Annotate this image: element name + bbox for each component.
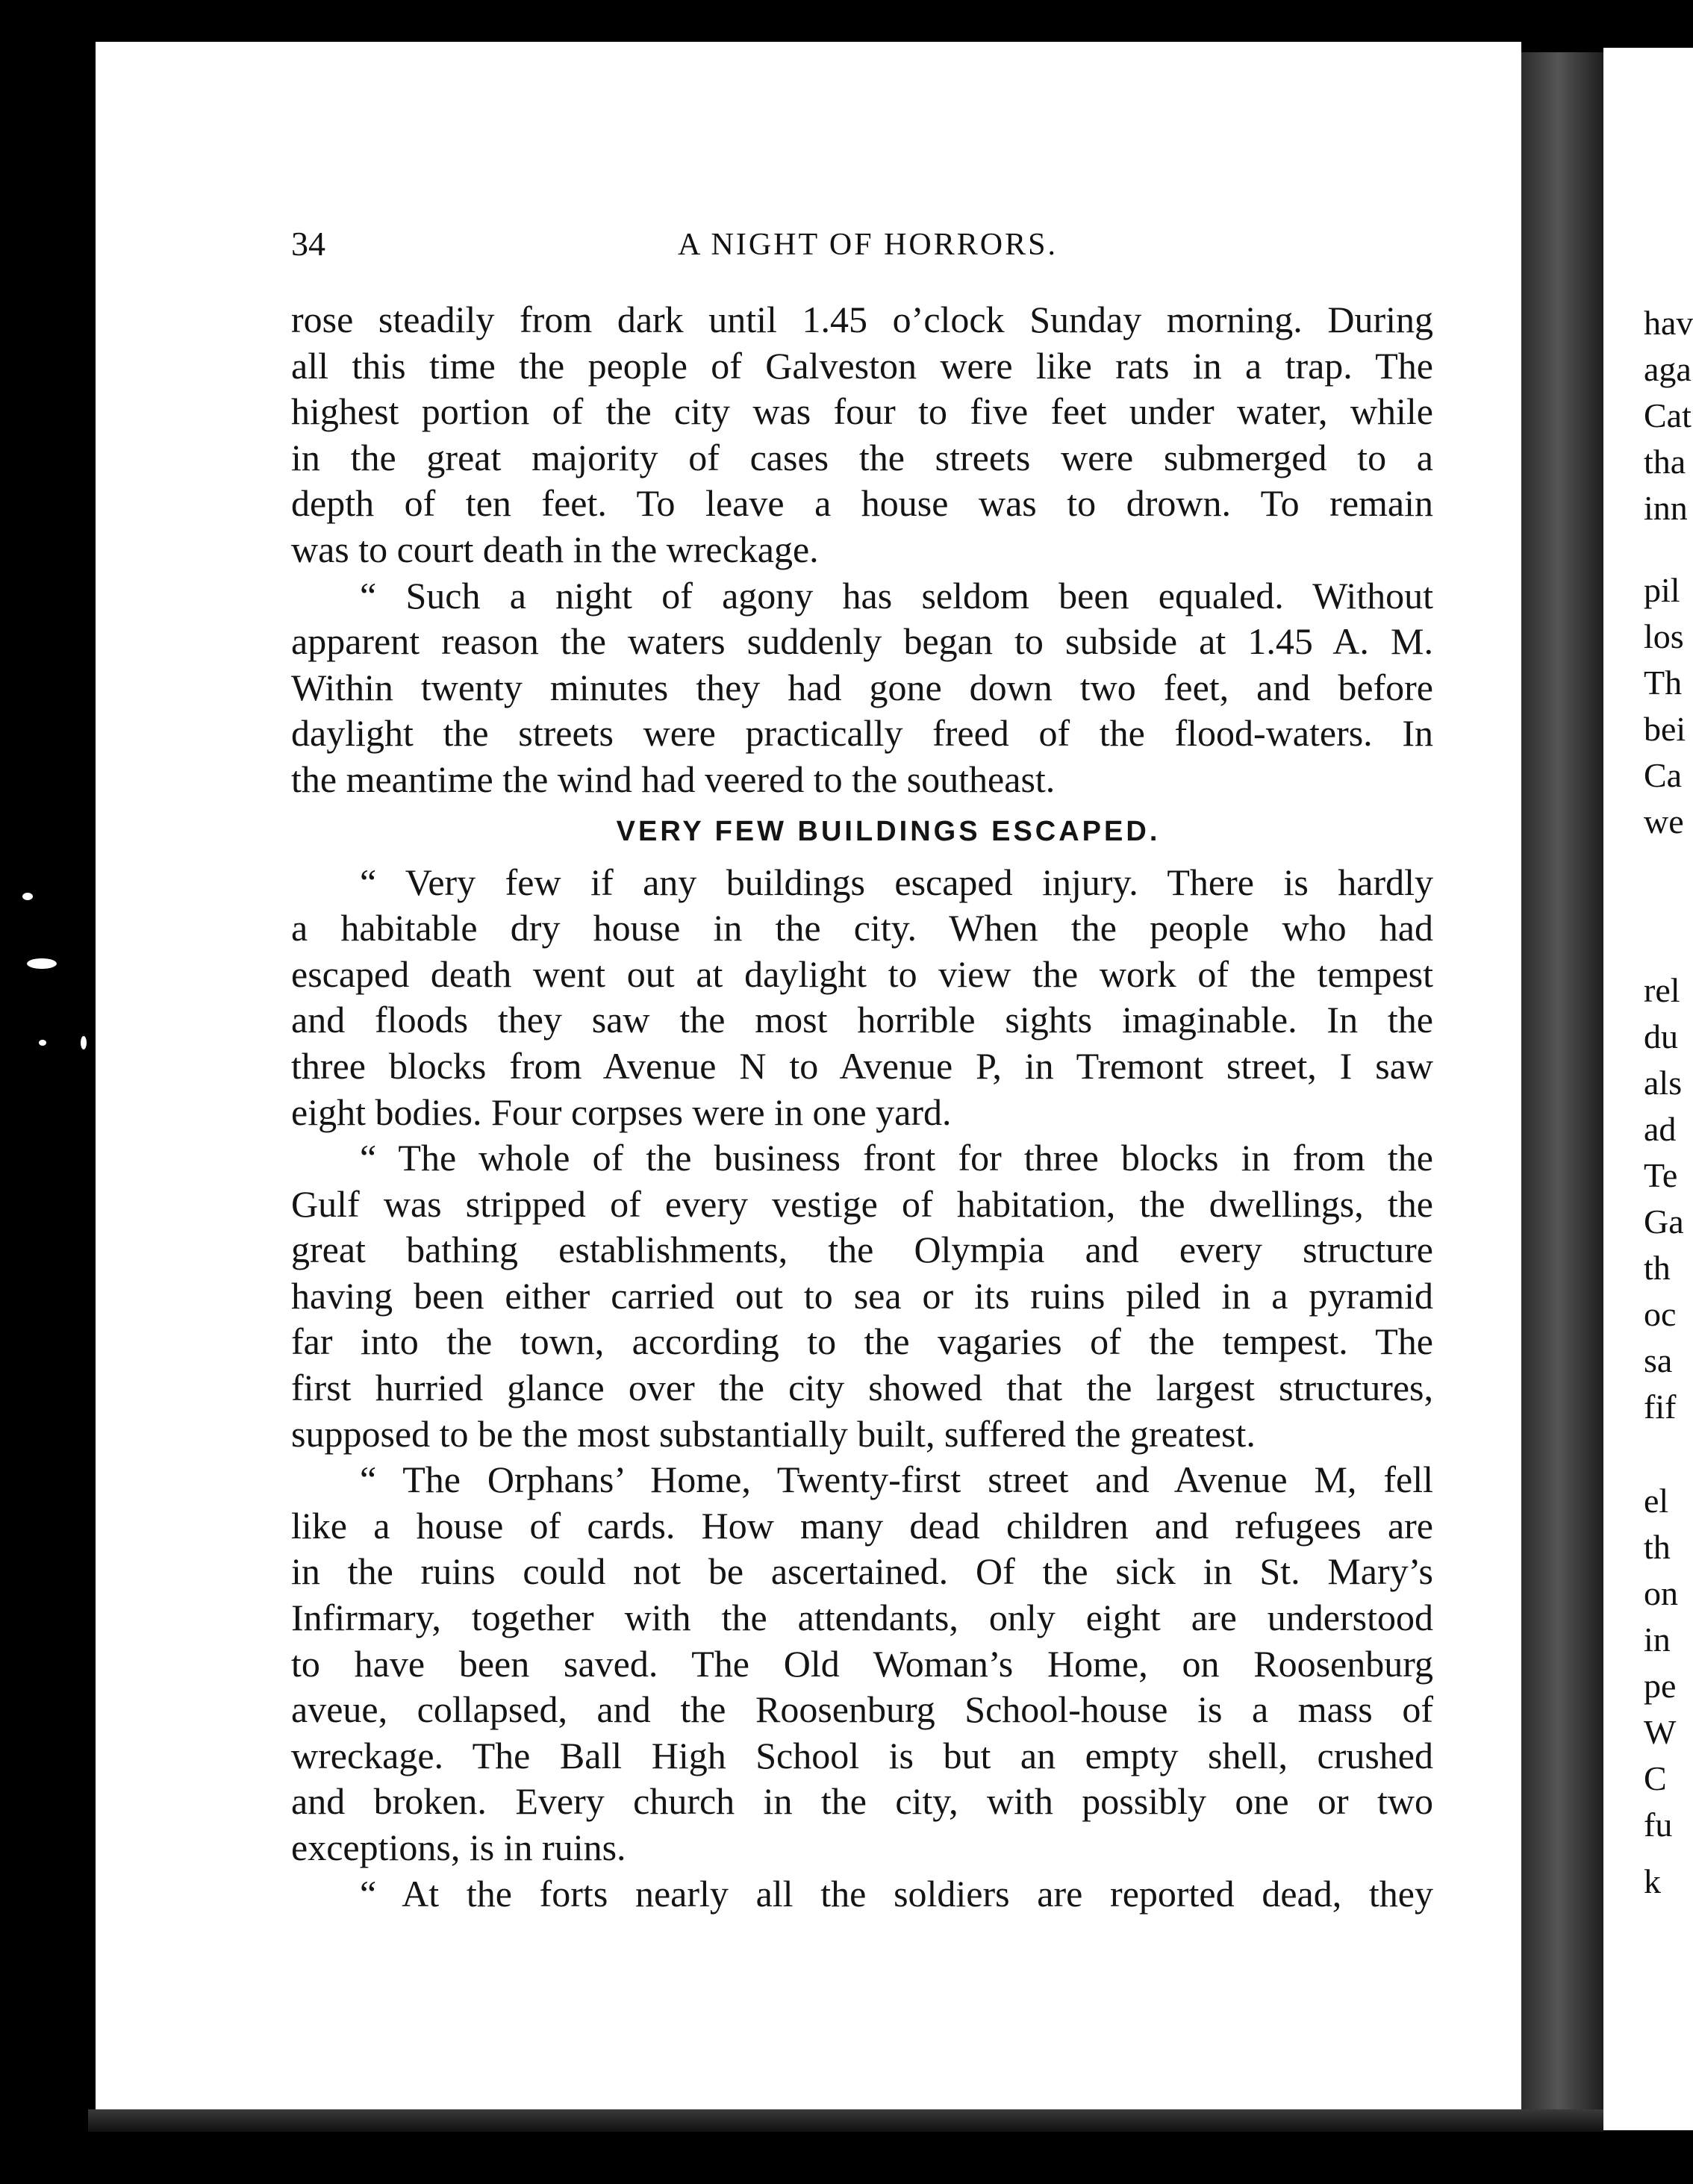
fragment-text: aga: [1644, 350, 1692, 388]
fragment-text: inn: [1644, 489, 1688, 527]
page-number: 34: [291, 225, 325, 263]
text-line: highest portion of the city was four to five feet under water, while: [291, 390, 1433, 433]
text-line: eight bodies. Four corpses were in one yard.: [291, 1091, 952, 1133]
fragment-text: als: [1644, 1064, 1683, 1102]
fragment-text: du: [1644, 1017, 1678, 1055]
fragment-text: ad: [1644, 1110, 1677, 1148]
fragment-text: hav: [1644, 304, 1693, 342]
text-line: daylight the streets were practically freed of the flood-waters. In: [291, 712, 1433, 755]
text-line: first hurried glance over the city showed that the largest structures,: [291, 1367, 1433, 1409]
text-line: depth of ten feet. To leave a house was to drown. To remain: [291, 482, 1433, 525]
text-line: Within twenty minutes they had gone down two feet, and before: [291, 666, 1433, 708]
text-line: in the great majority of cases the streets were submerged to a: [291, 436, 1433, 478]
text-line: escaped death went out at daylight to view the work of the tempest: [291, 952, 1433, 995]
page-header: [291, 224, 1444, 269]
fragment-text: th: [1644, 1528, 1671, 1566]
text-line: Infirmary, together with the attendants, only eight are understood: [291, 1597, 1433, 1639]
margin-speck: [27, 958, 57, 969]
fragment-text: los: [1644, 617, 1684, 655]
next-page-fragments-5: [1644, 1859, 1693, 1905]
fragment-text: rel: [1644, 971, 1680, 1009]
fragment-text: k: [1644, 1862, 1661, 1900]
text-line: wreckage. The Ball High School is but an empty shell, crushed: [291, 1734, 1433, 1776]
fragment-text: pe: [1644, 1667, 1677, 1705]
text-line: exceptions, is in ruins.: [291, 1826, 626, 1868]
text-line: a habitable dry house in the city. When the people who had: [291, 907, 1433, 949]
text-line: “ The whole of the business front for three blocks in from the: [360, 1137, 1433, 1179]
fragment-text: tha: [1644, 443, 1686, 481]
next-page-fragments-1: [1644, 300, 1693, 531]
running-title: A NIGHT OF HORRORS.: [678, 228, 1058, 262]
fragment-text: W: [1644, 1713, 1677, 1751]
next-page-fragments-3: [1644, 967, 1693, 1430]
text-line: Gulf was stripped of every vestige of habitation, the dwellings, the: [291, 1182, 1433, 1225]
body-text: [291, 297, 1433, 1917]
text-line: in the ruins could not be ascertained. Of the sick in St. Mary’s: [291, 1550, 1433, 1593]
text-line: was to court death in the wreckage.: [291, 528, 819, 570]
section-heading: VERY FEW BUILDINGS ESCAPED.: [616, 815, 1161, 847]
fragment-text: Ca: [1644, 756, 1683, 794]
text-line: three blocks from Avenue N to Avenue P, in Tremont street, I saw: [291, 1044, 1433, 1087]
fragment-text: Ga: [1644, 1202, 1684, 1241]
fragment-text: in: [1644, 1620, 1671, 1659]
fragment-text: on: [1644, 1574, 1678, 1612]
text-line: and broken. Every church in the city, with possibly one or two: [291, 1780, 1433, 1823]
text-line: all this time the people of Galveston were like rats in a trap. The: [291, 344, 1433, 387]
fragment-text: fu: [1644, 1806, 1673, 1844]
fragment-text: el: [1644, 1482, 1669, 1520]
text-line: supposed to be the most substantially built, suffered the greatest.: [291, 1412, 1256, 1455]
text-line: like a house of cards. How many dead children and refugees are: [291, 1504, 1433, 1547]
text-line: “ The Orphans’ Home, Twenty-first street and Avenue M, fell: [360, 1458, 1433, 1501]
book-gutter: [1521, 52, 1603, 2112]
fragment-text: oc: [1644, 1295, 1677, 1333]
text-line: great bathing establishments, the Olympia and every structure: [291, 1229, 1433, 1271]
fragment-text: bei: [1644, 710, 1686, 748]
text-line: far into the town, according to the vagaries of the tempest. The: [291, 1320, 1433, 1363]
fragment-text: sa: [1644, 1341, 1673, 1379]
fragment-text: Cat: [1644, 396, 1692, 434]
margin-speck: [22, 893, 33, 900]
text-line: “ At the forts nearly all the soldiers are reported dead, they: [360, 1872, 1433, 1915]
next-page-fragments-2: [1644, 567, 1693, 845]
text-line: having been either carried out to sea or its ruins piled in a pyramid: [291, 1274, 1433, 1317]
page-bottom-edge: [88, 2109, 1603, 2132]
text-line: aveue, collapsed, and the Roosenburg School-house is a mass of: [291, 1688, 1433, 1731]
text-line: and floods they saw the most horrible sights imaginable. In the: [291, 999, 1433, 1041]
text-line: to have been saved. The Old Woman’s Home, on Roosenburg: [291, 1642, 1433, 1685]
fragment-text: fif: [1644, 1388, 1677, 1426]
text-line: rose steadily from dark until 1.45 o’clock Sunday morning. During: [291, 299, 1433, 340]
fragment-text: we: [1644, 802, 1684, 840]
fragment-text: th: [1644, 1249, 1671, 1287]
fragment-text: C: [1644, 1759, 1667, 1797]
fragment-text: Te: [1644, 1156, 1678, 1194]
text-line: “ Such a night of agony has seldom been equaled. Without: [360, 574, 1433, 617]
text-line: “ Very few if any buildings escaped injury. There is hardly: [360, 861, 1433, 903]
margin-speck: [39, 1040, 46, 1046]
margin-speck: [81, 1036, 87, 1049]
fragment-text: pil: [1644, 571, 1680, 609]
fragment-text: Th: [1644, 664, 1683, 702]
text-line: the meantime the wind had veered to the southeast.: [291, 758, 1056, 800]
text-line: apparent reason the waters suddenly began to subside at 1.45 A. M.: [291, 620, 1433, 663]
next-page-fragments-4: [1644, 1478, 1693, 1848]
